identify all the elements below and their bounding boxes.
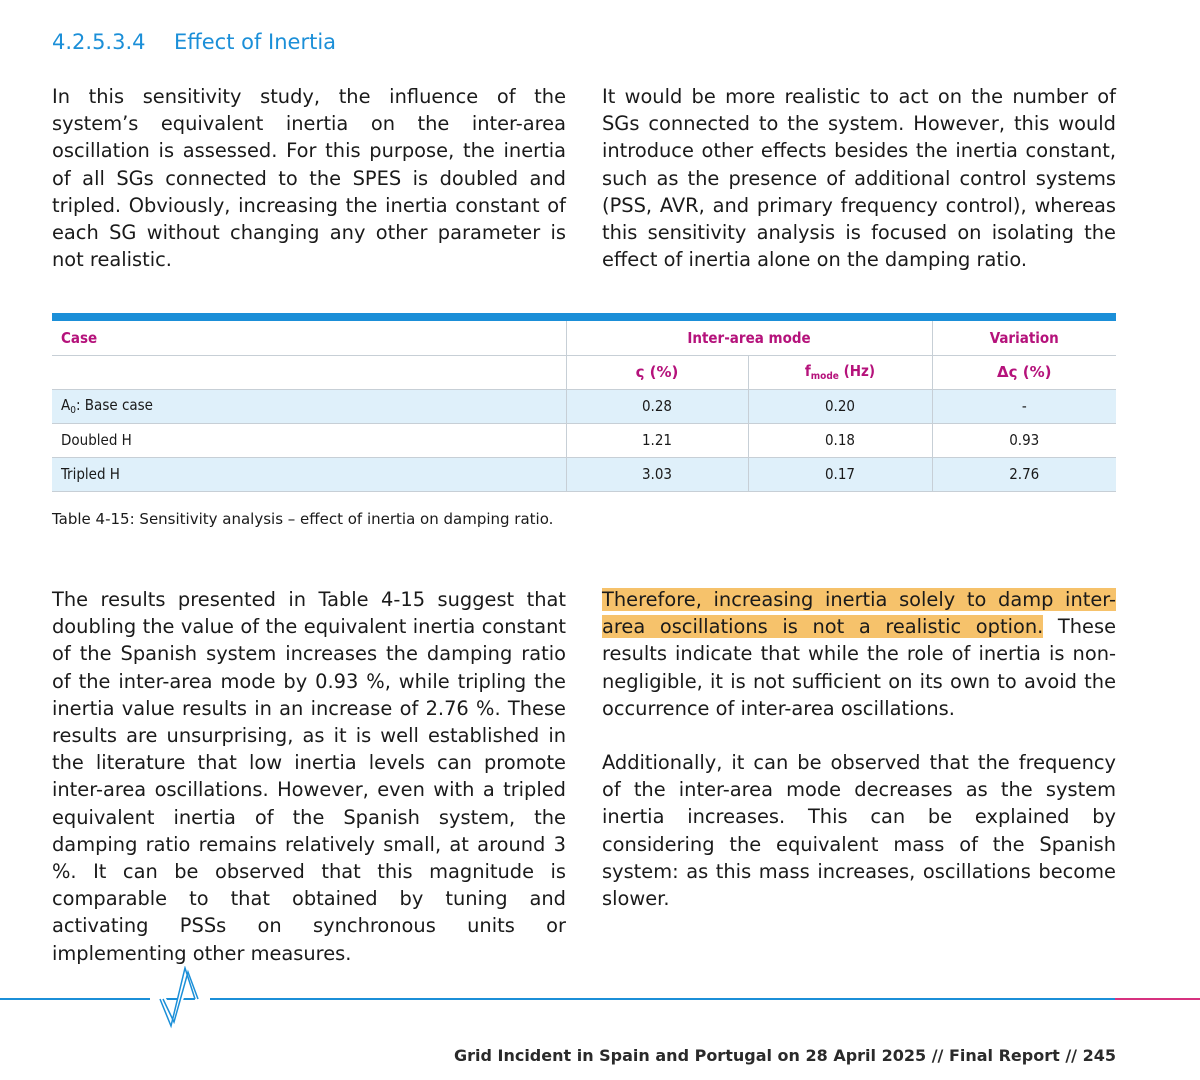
table-top-bar <box>52 313 1116 321</box>
header-f: f <box>804 362 811 380</box>
cell-delta: - <box>932 389 1116 423</box>
footer-text: Grid Incident in Spain and Portugal on 28 April 2025 // Final Report // 245 <box>453 1046 1116 1065</box>
table-row <box>52 423 1116 457</box>
cell-case <box>52 389 566 423</box>
header-f-unit: (Hz) <box>838 362 876 380</box>
zigzag-icon <box>150 966 210 1030</box>
header-frequency <box>748 355 932 389</box>
header-f-sub: mode <box>810 371 839 382</box>
cell-zeta: 0.28 <box>566 389 748 423</box>
results-right-paragraph-2: Additionally, it can be observed that the frequency of the inter-area mode decreases as the system inertia increases. This can be explained by considering the equivalent mass of the Spanish system: as this mass increases, oscillations become slower. <box>602 751 1116 911</box>
case-label-rest: : Base case <box>75 396 153 414</box>
header-case: Case <box>52 321 566 355</box>
cell-zeta: 1.21 <box>566 423 748 457</box>
results-left-column <box>52 586 566 967</box>
intro-left-column <box>52 83 566 273</box>
results-right-column <box>602 586 1116 722</box>
cell-case: Doubled H <box>52 423 566 457</box>
results-right-column-2 <box>602 749 1116 912</box>
cell-frequency: 0.20 <box>748 389 932 423</box>
cell-zeta: 3.03 <box>566 457 748 491</box>
table-caption: Table 4-15: Sensitivity analysis – effect of inertia on damping ratio. <box>52 510 554 528</box>
header-inter-area-mode: Inter-area mode <box>566 321 932 355</box>
results-right-paragraph <box>602 586 1116 722</box>
header-zeta: ς (%) <box>566 355 748 389</box>
results-table <box>52 313 1116 492</box>
intro-right-column <box>602 83 1116 273</box>
header-variation: Variation <box>932 321 1116 355</box>
section-title: Effect of Inertia <box>174 30 337 54</box>
intro-left-paragraph: In this sensitivity study, the influence of the system’s equivalent inertia on the inter-area oscillation is assessed. For this purpose, the inertia of all SGs connected to the SPES is doubled and tripled. Obviously, increasing the inertia constant of each SG without changing any other parameter is not realistic. <box>52 85 566 272</box>
intro-right-paragraph: It would be more realistic to act on the number of SGs connected to the system. However, this would introduce other effects besides the inertia constant, such as the presence of additional control systems (PSS, AVR, and primary frequency control), whereas this sensitivity analysis is focused on isolating the effect of inertia alone on the damping ratio. <box>602 85 1116 272</box>
cell-delta: 0.93 <box>932 423 1116 457</box>
section-heading <box>52 28 336 56</box>
highlighted-sentence: Therefore, increasing inertia solely to damp inter-area oscillations is not a realistic option. <box>602 588 1116 639</box>
section-number: 4.2.5.3.4 <box>52 30 146 54</box>
footer-divider-pink <box>1115 998 1200 1000</box>
case-subscript: 0 <box>70 405 76 416</box>
case-label: A <box>61 396 71 414</box>
table-row <box>52 389 1116 423</box>
cell-frequency: 0.17 <box>748 457 932 491</box>
results-left-paragraph: The results presented in Table 4-15 suggest that doubling the value of the equivalent inertia constant of the Spanish system increases the damping ratio of the inter-area mode by 0.93 %, while tripling the inertia value results in an increase of 2.76 %. These results are unsurprising, as it is well established in the literature that low inertia levels can promote inter-area oscillations. However, even with a tripled equivalent inertia of the Spanish system, the damping ratio remains relatively small, at around 3 %. It can be observed that this magnitude is comparable to that obtained by tuning and activating PSSs on synchronous units or implementing other measures. <box>52 588 566 965</box>
header-delta-zeta: Δς (%) <box>932 355 1116 389</box>
results-right-rest: These results indicate that while the role of inertia is non-negligible, it is not sufficient on its own to avoid the occurrence of inter-area oscillations. <box>602 615 1116 720</box>
cell-delta: 2.76 <box>932 457 1116 491</box>
table-row <box>52 457 1116 491</box>
cell-case: Tripled H <box>52 457 566 491</box>
cell-frequency: 0.18 <box>748 423 932 457</box>
